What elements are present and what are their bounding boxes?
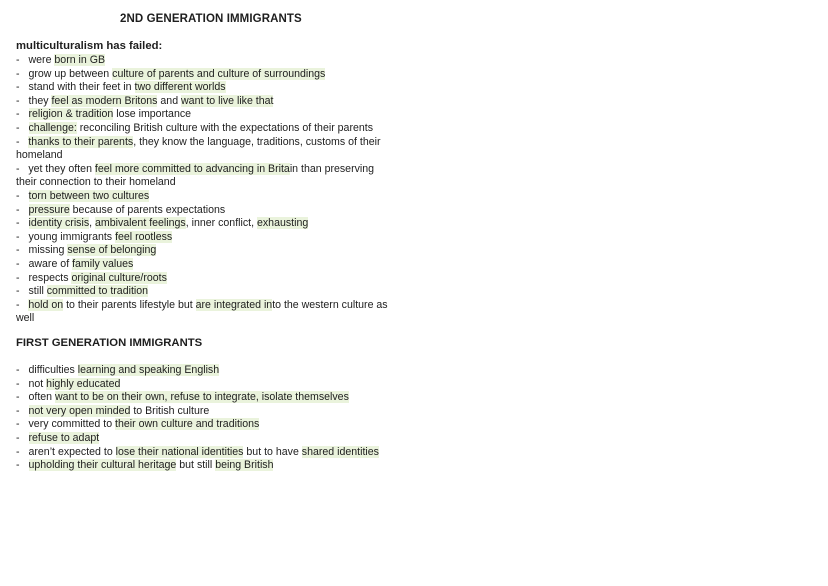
list-item [16,418,396,432]
bullet-dash: - [16,285,20,298]
bullet-dash: - [16,257,20,270]
bullet-dash: - [16,189,20,202]
list-item [16,122,396,136]
list-item [16,81,396,95]
list-item [16,272,396,286]
item-text: not [28,377,47,390]
bullet-dash: - [16,418,20,431]
bullet-dash: - [16,404,20,417]
highlighted-text: born in GB [54,54,106,66]
bullet-dash: - [16,94,20,107]
list-item [16,405,396,419]
bullet-dash: - [16,377,20,390]
highlighted-text: thanks to their parents [28,135,134,148]
highlighted-text: refuse to adapt [28,431,100,444]
highlighted-text: ambivalent feelings [95,217,186,230]
item-text: aren’t expected to [28,445,116,458]
bullet-dash: - [16,135,29,148]
highlighted-text: being British [215,459,274,472]
highlighted-text: original culture/roots [71,271,167,284]
list-item [16,204,396,218]
bullet-dash: - [16,459,20,472]
bullet-dash: - [16,364,20,376]
bullet-dash: - [16,162,29,175]
item-text: stand with their feet in [28,81,135,94]
highlighted-text: are integrated in [195,298,273,311]
list-item [16,364,396,378]
item-text: to British culture [130,404,210,417]
list-item [16,285,396,299]
item-text: missing [28,244,68,257]
bullet-dash: - [16,81,20,94]
bullet-dash: - [16,431,20,444]
item-text: to the western culture as well [16,298,388,325]
item-text: yet they often [28,162,95,175]
bullet-dash: - [16,108,20,121]
item-text: , they know the language, traditions, customs of their homeland [16,135,381,162]
section-heading-multiculturalism: multiculturalism has failed: [16,40,163,52]
highlighted-text: sense of belonging [67,244,157,257]
list-item [16,136,396,163]
bullet-dash: - [16,217,20,230]
item-text: respects [28,271,72,284]
item-text: but to have [243,445,302,458]
item-text: very committed to [28,418,116,431]
item-text: lose importance [113,108,192,121]
item-text: young immigrants [28,230,116,243]
item-text: , inner conflict, [185,217,257,230]
item-text: , [89,217,96,230]
highlighted-text: torn between two cultures [28,189,150,202]
bullet-dash: - [16,298,29,311]
highlighted-text: two different worlds [134,81,226,94]
list-item [16,459,396,473]
highlighted-text: upholding their cultural heritage [28,459,177,472]
highlighted-text: exhausting [256,217,309,230]
first-generation-list [16,364,396,473]
highlighted-text: want to be on their own, refuse to integrate, isolate themselves [55,391,349,404]
list-item [16,108,396,122]
highlighted-text: lose their national identities [115,445,244,458]
item-text: still [28,285,47,298]
highlighted-text: want to live like that [181,94,274,107]
highlighted-text: family values [72,257,134,270]
second-generation-list [16,54,396,326]
page-title: 2ND GENERATION IMMIGRANTS [120,13,302,25]
list-item [16,95,396,109]
item-text: but still [176,459,216,472]
list-item [16,432,396,446]
highlighted-text: feel as modern Britons [51,94,158,107]
list-item [16,446,396,460]
highlighted-text: hold on [28,298,64,311]
list-item [16,217,396,231]
highlighted-text: not very open minded [28,404,131,417]
item-text: because of parents expectations [69,203,226,216]
highlighted-text: identity crisis [28,217,90,230]
bullet-dash: - [16,445,20,458]
item-text: difficulties [28,364,78,376]
list-item [16,231,396,245]
highlighted-text: feel more committed to advancing in Brita [94,162,290,175]
bullet-dash: - [16,67,20,80]
highlighted-text: learning and speaking English [77,364,220,376]
highlighted-text: shared identities [301,445,379,458]
item-text: grow up between [28,67,113,80]
list-item [16,299,396,326]
list-item [16,68,396,82]
bullet-dash: - [16,54,20,66]
list-item [16,378,396,392]
highlighted-text: feel rootless [115,230,173,243]
bullet-dash: - [16,271,20,284]
item-text: to their parents lifestyle but [63,298,196,311]
highlighted-text: pressure [28,203,70,216]
list-item [16,244,396,258]
bullet-dash: - [16,121,20,134]
item-text: reconciling British culture with the expectations of their parents [76,121,373,134]
item-text: were [28,54,55,66]
list-item [16,163,396,190]
highlighted-text: challenge: [28,121,77,134]
bullet-dash: - [16,230,20,243]
item-text: and [157,94,182,107]
item-text: in than preserving their connection to their homeland [16,162,375,189]
list-item [16,391,396,405]
bullet-dash: - [16,203,20,216]
bullet-dash: - [16,391,20,404]
highlighted-text: religion & tradition [28,108,114,121]
item-text: aware of [28,257,73,270]
bullet-dash: - [16,244,20,257]
section-heading-first-generation: FIRST GENERATION IMMIGRANTS [16,337,203,349]
highlighted-text: their own culture and traditions [115,418,260,431]
list-item [16,190,396,204]
highlighted-text: culture of parents and culture of surroundings [112,67,326,80]
item-text: they [28,94,52,107]
list-item [16,54,396,68]
item-text: often [28,391,56,404]
highlighted-text: highly educated [46,377,121,390]
highlighted-text: committed to tradition [46,285,149,298]
list-item [16,258,396,272]
